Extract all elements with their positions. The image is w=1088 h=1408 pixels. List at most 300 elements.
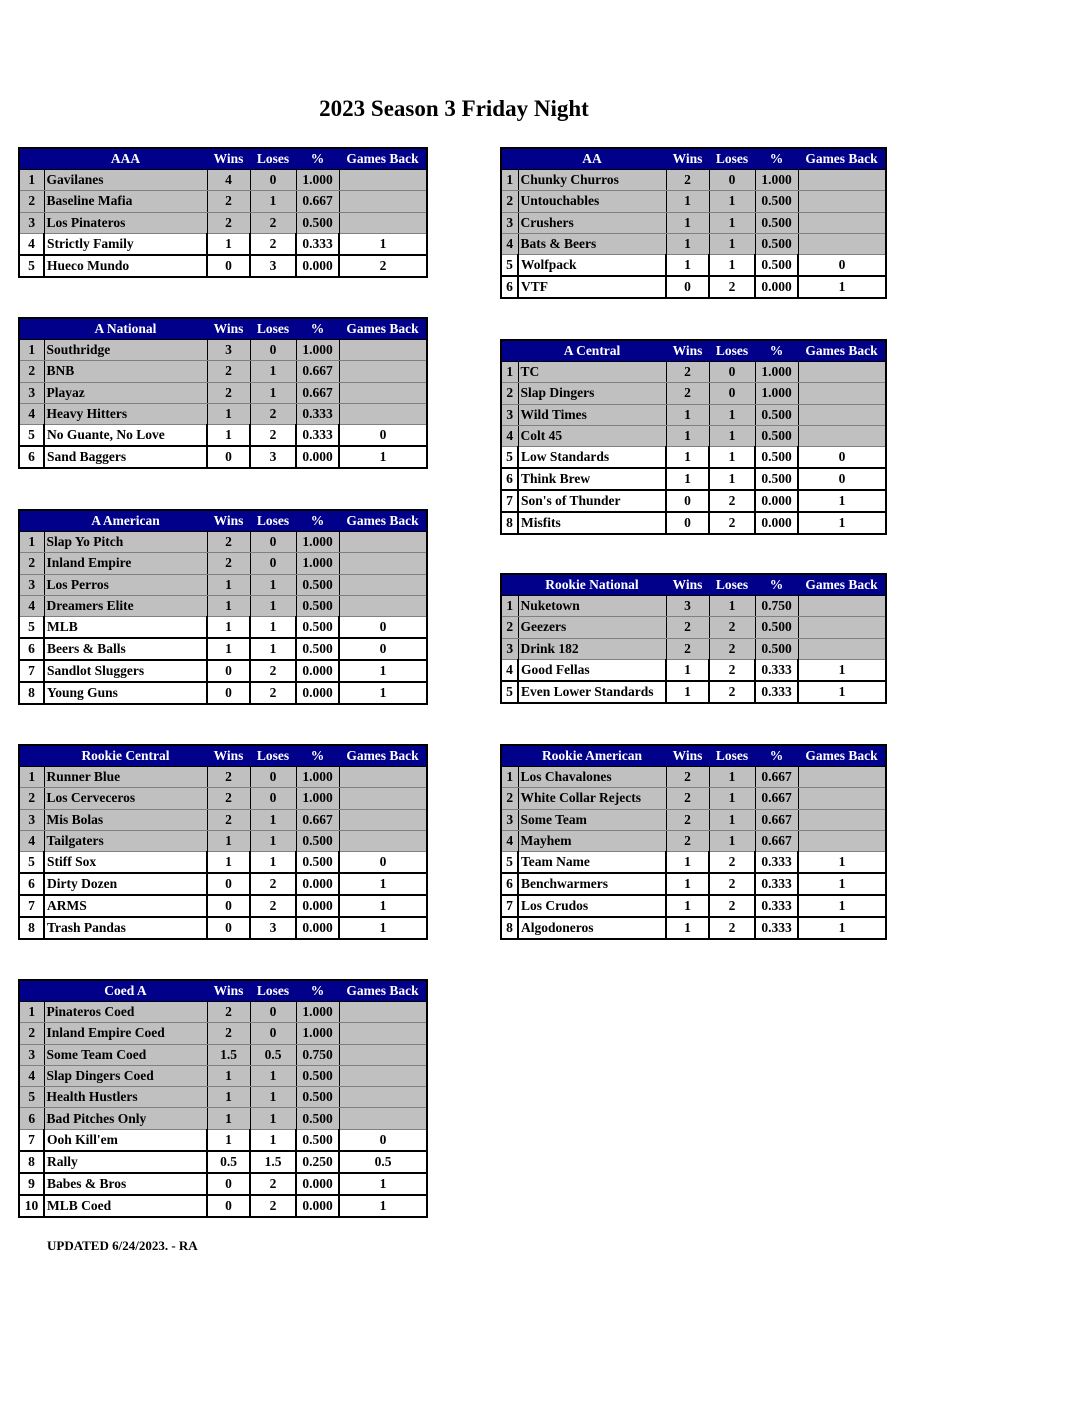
- team-cell: Misfits: [518, 512, 666, 534]
- header-row: [19, 148, 427, 170]
- loses-cell: 1: [250, 382, 296, 403]
- team-cell: Babes & Bros: [44, 1173, 207, 1195]
- games-back-cell: [339, 382, 427, 403]
- games-back-cell: [339, 1087, 427, 1108]
- loses-cell: 0: [709, 170, 755, 191]
- loses-cell: 1: [709, 255, 755, 277]
- team-cell: Gavilanes: [44, 170, 207, 191]
- games-back-cell: [798, 425, 886, 446]
- table-row: [19, 638, 427, 660]
- table-row: [19, 682, 427, 704]
- wins-cell: 1: [666, 191, 709, 212]
- table-row: [501, 852, 886, 874]
- table-row: [19, 1173, 427, 1195]
- rank-cell: 4: [19, 403, 44, 424]
- games-back-cell: 1: [339, 660, 427, 682]
- team-cell: MLB Coed: [44, 1195, 207, 1217]
- rank-cell: 5: [19, 852, 44, 874]
- pct-cell: 0.000: [296, 873, 339, 895]
- table-row: [501, 468, 886, 490]
- pct-cell: 0.333: [755, 659, 798, 681]
- column-header: Games Back: [339, 318, 427, 340]
- table-row: [19, 852, 427, 874]
- rank-cell: 1: [19, 340, 44, 361]
- wins-cell: 2: [666, 170, 709, 191]
- rank-cell: 4: [19, 830, 44, 851]
- pct-cell: 0.500: [296, 830, 339, 851]
- games-back-cell: 1: [798, 895, 886, 917]
- loses-cell: 2: [709, 617, 755, 638]
- games-back-cell: [339, 340, 427, 361]
- games-back-cell: [339, 403, 427, 424]
- column-header: Wins: [207, 148, 250, 170]
- games-back-cell: 0: [339, 1129, 427, 1151]
- rank-header: [19, 745, 44, 767]
- table-row: [501, 212, 886, 233]
- team-cell: White Collar Rejects: [518, 788, 666, 809]
- table-row: [19, 617, 427, 639]
- wins-cell: 0: [666, 512, 709, 534]
- pct-cell: 1.000: [296, 767, 339, 788]
- loses-cell: 2: [250, 233, 296, 255]
- rank-cell: 4: [19, 595, 44, 616]
- team-cell: Southridge: [44, 340, 207, 361]
- column-header: %: [296, 318, 339, 340]
- pct-cell: 0.667: [755, 788, 798, 809]
- table-row: [19, 830, 427, 851]
- rank-cell: 8: [19, 917, 44, 939]
- table-row: [501, 233, 886, 254]
- division-name: Coed A: [44, 980, 207, 1002]
- loses-cell: 2: [709, 873, 755, 895]
- pct-cell: 0.500: [755, 404, 798, 425]
- team-cell: Los Chavalones: [518, 767, 666, 788]
- games-back-cell: [339, 767, 427, 788]
- team-cell: Los Pinateros: [44, 212, 207, 233]
- games-back-cell: [339, 1023, 427, 1044]
- team-cell: TC: [518, 362, 666, 383]
- rank-cell: 5: [501, 681, 518, 703]
- pct-cell: 1.000: [755, 383, 798, 404]
- wins-cell: 0.5: [207, 1151, 250, 1173]
- wins-cell: 1: [207, 425, 250, 447]
- rank-cell: 5: [19, 425, 44, 447]
- wins-cell: 0: [207, 873, 250, 895]
- wins-cell: 0: [207, 255, 250, 277]
- team-cell: Some Team Coed: [44, 1044, 207, 1065]
- games-back-cell: [798, 788, 886, 809]
- header-row: [19, 318, 427, 340]
- games-back-cell: [339, 595, 427, 616]
- wins-cell: 1: [666, 659, 709, 681]
- wins-cell: 1: [666, 447, 709, 469]
- column-header: Loses: [250, 980, 296, 1002]
- team-cell: Trash Pandas: [44, 917, 207, 939]
- wins-cell: 1: [207, 638, 250, 660]
- table-row: [501, 447, 886, 469]
- loses-cell: 2: [709, 276, 755, 298]
- pct-cell: 0.500: [296, 638, 339, 660]
- header-row: [501, 148, 886, 170]
- team-cell: Young Guns: [44, 682, 207, 704]
- pct-cell: 0.333: [296, 425, 339, 447]
- games-back-cell: [339, 553, 427, 574]
- rank-header: [501, 745, 518, 767]
- pct-cell: 1.000: [296, 170, 339, 191]
- table-row: [19, 170, 427, 191]
- pct-cell: 0.500: [296, 1065, 339, 1086]
- rank-cell: 5: [501, 447, 518, 469]
- rank-cell: 5: [19, 617, 44, 639]
- wins-cell: 1: [666, 852, 709, 874]
- wins-cell: 1: [666, 404, 709, 425]
- pct-cell: 0.500: [755, 468, 798, 490]
- table-row: [501, 873, 886, 895]
- loses-cell: 3: [250, 917, 296, 939]
- team-cell: MLB: [44, 617, 207, 639]
- pct-cell: 1.000: [755, 362, 798, 383]
- games-back-cell: [339, 1002, 427, 1023]
- rank-header: [19, 148, 44, 170]
- loses-cell: 1: [250, 617, 296, 639]
- column-header: Wins: [207, 510, 250, 532]
- games-back-cell: [339, 1044, 427, 1065]
- loses-cell: 1: [709, 830, 755, 851]
- team-cell: Bats & Beers: [518, 233, 666, 254]
- wins-cell: 1: [666, 468, 709, 490]
- games-back-cell: 1: [339, 446, 427, 468]
- pct-cell: 0.333: [755, 873, 798, 895]
- games-back-cell: [798, 596, 886, 617]
- table-row: [501, 830, 886, 851]
- pct-cell: 0.333: [296, 403, 339, 424]
- table-row: [501, 425, 886, 446]
- team-cell: VTF: [518, 276, 666, 298]
- table-row: [19, 788, 427, 809]
- rank-cell: 6: [501, 873, 518, 895]
- games-back-cell: [798, 233, 886, 254]
- header-row: [501, 340, 886, 362]
- rank-cell: 8: [19, 1151, 44, 1173]
- games-back-cell: 1: [798, 852, 886, 874]
- loses-cell: 2: [709, 659, 755, 681]
- games-back-cell: 1: [798, 873, 886, 895]
- games-back-cell: [798, 638, 886, 659]
- games-back-cell: 1: [339, 1173, 427, 1195]
- pct-cell: 0.500: [296, 852, 339, 874]
- column-header: Loses: [709, 148, 755, 170]
- games-back-cell: 0: [339, 425, 427, 447]
- column-header: Wins: [207, 318, 250, 340]
- team-cell: Wolfpack: [518, 255, 666, 277]
- wins-cell: 1: [207, 574, 250, 595]
- table-row: [19, 382, 427, 403]
- games-back-cell: 0: [339, 617, 427, 639]
- wins-cell: 0: [207, 446, 250, 468]
- column-header: %: [296, 980, 339, 1002]
- pct-cell: 0.500: [755, 191, 798, 212]
- games-back-cell: [339, 191, 427, 212]
- standings-table-a-national: [18, 317, 428, 469]
- games-back-cell: 0: [339, 638, 427, 660]
- wins-cell: 2: [666, 383, 709, 404]
- team-cell: Untouchables: [518, 191, 666, 212]
- team-cell: Heavy Hitters: [44, 403, 207, 424]
- wins-cell: 1: [666, 895, 709, 917]
- pct-cell: 0.000: [296, 1195, 339, 1217]
- column-header: %: [755, 148, 798, 170]
- games-back-cell: [798, 362, 886, 383]
- rank-cell: 2: [19, 553, 44, 574]
- wins-cell: 2: [207, 382, 250, 403]
- table-row: [501, 512, 886, 534]
- wins-cell: 1: [207, 1065, 250, 1086]
- team-cell: Playaz: [44, 382, 207, 403]
- loses-cell: 1: [709, 404, 755, 425]
- games-back-cell: [339, 788, 427, 809]
- header-row: [19, 745, 427, 767]
- loses-cell: 1: [709, 425, 755, 446]
- wins-cell: 0: [207, 1173, 250, 1195]
- team-cell: Hueco Mundo: [44, 255, 207, 277]
- loses-cell: 2: [250, 212, 296, 233]
- loses-cell: 0: [709, 362, 755, 383]
- rank-cell: 5: [501, 852, 518, 874]
- table-row: [19, 1002, 427, 1023]
- loses-cell: 1: [709, 788, 755, 809]
- team-cell: Drink 182: [518, 638, 666, 659]
- rank-cell: 5: [19, 1087, 44, 1108]
- pct-cell: 0.000: [296, 446, 339, 468]
- table-row: [501, 596, 886, 617]
- pct-cell: 0.250: [296, 1151, 339, 1173]
- column-header: %: [296, 510, 339, 532]
- standings-table-a-american: [18, 509, 428, 705]
- pct-cell: 1.000: [296, 532, 339, 553]
- rank-cell: 1: [19, 767, 44, 788]
- pct-cell: 0.333: [755, 917, 798, 939]
- rank-cell: 3: [501, 638, 518, 659]
- table-row: [19, 574, 427, 595]
- rank-cell: 7: [19, 1129, 44, 1151]
- wins-cell: 3: [207, 340, 250, 361]
- division-name: Rookie American: [518, 745, 666, 767]
- pct-cell: 0.000: [755, 276, 798, 298]
- pct-cell: 0.000: [296, 255, 339, 277]
- team-cell: Some Team: [518, 809, 666, 830]
- loses-cell: 1: [709, 767, 755, 788]
- games-back-cell: 1: [798, 512, 886, 534]
- pct-cell: 0.500: [755, 447, 798, 469]
- loses-cell: 1: [709, 809, 755, 830]
- loses-cell: 1.5: [250, 1151, 296, 1173]
- rank-cell: 1: [19, 532, 44, 553]
- games-back-cell: 1: [339, 1195, 427, 1217]
- division-name: A Central: [518, 340, 666, 362]
- rank-cell: 4: [501, 233, 518, 254]
- table-row: [19, 532, 427, 553]
- games-back-cell: 1: [798, 917, 886, 939]
- table-row: [19, 340, 427, 361]
- wins-cell: 2: [666, 767, 709, 788]
- loses-cell: 0: [250, 788, 296, 809]
- team-cell: Stiff Sox: [44, 852, 207, 874]
- games-back-cell: 1: [798, 681, 886, 703]
- header-row: [501, 745, 886, 767]
- pct-cell: 0.000: [755, 512, 798, 534]
- wins-cell: 1: [666, 917, 709, 939]
- pct-cell: 0.750: [755, 596, 798, 617]
- pct-cell: 1.000: [296, 340, 339, 361]
- loses-cell: 1: [709, 596, 755, 617]
- column-header: %: [296, 148, 339, 170]
- games-back-cell: [798, 212, 886, 233]
- games-back-cell: 1: [339, 873, 427, 895]
- header-row: [501, 574, 886, 596]
- table-row: [501, 638, 886, 659]
- team-cell: Mis Bolas: [44, 809, 207, 830]
- rank-cell: 9: [19, 1173, 44, 1195]
- wins-cell: 1: [207, 595, 250, 616]
- wins-cell: 0: [207, 917, 250, 939]
- games-back-cell: [339, 809, 427, 830]
- team-cell: Pinateros Coed: [44, 1002, 207, 1023]
- table-row: [19, 212, 427, 233]
- wins-cell: 1: [666, 873, 709, 895]
- team-cell: Sand Baggers: [44, 446, 207, 468]
- table-row: [19, 1151, 427, 1173]
- table-row: [501, 404, 886, 425]
- wins-cell: 1: [666, 425, 709, 446]
- team-cell: Think Brew: [518, 468, 666, 490]
- table-row: [501, 681, 886, 703]
- games-back-cell: [339, 361, 427, 382]
- rank-cell: 1: [501, 170, 518, 191]
- games-back-cell: [339, 532, 427, 553]
- team-cell: Ooh Kill'em: [44, 1129, 207, 1151]
- loses-cell: 1: [250, 1065, 296, 1086]
- table-row: [19, 595, 427, 616]
- loses-cell: 1: [250, 1129, 296, 1151]
- rank-cell: 5: [19, 255, 44, 277]
- games-back-cell: 0.5: [339, 1151, 427, 1173]
- wins-cell: 1: [207, 1129, 250, 1151]
- rank-cell: 6: [19, 873, 44, 895]
- rank-cell: 2: [19, 361, 44, 382]
- wins-cell: 1: [666, 255, 709, 277]
- rank-cell: 10: [19, 1195, 44, 1217]
- loses-cell: 1: [709, 468, 755, 490]
- rank-cell: 4: [501, 425, 518, 446]
- team-cell: Tailgaters: [44, 830, 207, 851]
- column-header: Games Back: [798, 148, 886, 170]
- table-row: [19, 1087, 427, 1108]
- team-cell: Even Lower Standards: [518, 681, 666, 703]
- pct-cell: 0.500: [296, 1108, 339, 1129]
- pct-cell: 0.667: [755, 809, 798, 830]
- pct-cell: 1.000: [296, 1023, 339, 1044]
- loses-cell: 1: [709, 447, 755, 469]
- games-back-cell: [798, 830, 886, 851]
- team-cell: Los Cerveceros: [44, 788, 207, 809]
- pct-cell: 0.000: [296, 895, 339, 917]
- games-back-cell: 1: [798, 659, 886, 681]
- division-name: Rookie National: [518, 574, 666, 596]
- loses-cell: 1: [250, 1087, 296, 1108]
- wins-cell: 2: [207, 809, 250, 830]
- table-row: [19, 1108, 427, 1129]
- column-header: Games Back: [339, 980, 427, 1002]
- table-row: [19, 1129, 427, 1151]
- wins-cell: 2: [666, 617, 709, 638]
- team-cell: Dreamers Elite: [44, 595, 207, 616]
- division-name: A National: [44, 318, 207, 340]
- rank-cell: 2: [501, 383, 518, 404]
- column-header: Wins: [666, 340, 709, 362]
- team-cell: Slap Dingers: [518, 383, 666, 404]
- rank-header: [19, 318, 44, 340]
- standings-table-aa: [500, 147, 887, 299]
- table-row: [19, 1044, 427, 1065]
- wins-cell: 2: [207, 191, 250, 212]
- loses-cell: 2: [709, 638, 755, 659]
- wins-cell: 0: [666, 490, 709, 512]
- rank-cell: 1: [19, 1002, 44, 1023]
- loses-cell: 0.5: [250, 1044, 296, 1065]
- table-row: [19, 767, 427, 788]
- rank-cell: 2: [19, 191, 44, 212]
- table-row: [501, 383, 886, 404]
- column-header: Wins: [666, 574, 709, 596]
- rank-cell: 2: [501, 788, 518, 809]
- column-header: Loses: [709, 340, 755, 362]
- wins-cell: 1: [207, 830, 250, 851]
- column-header: %: [296, 745, 339, 767]
- table-row: [501, 895, 886, 917]
- loses-cell: 0: [250, 340, 296, 361]
- column-header: %: [755, 745, 798, 767]
- loses-cell: 3: [250, 255, 296, 277]
- loses-cell: 0: [250, 1023, 296, 1044]
- games-back-cell: [339, 830, 427, 851]
- rank-cell: 2: [19, 788, 44, 809]
- games-back-cell: [798, 170, 886, 191]
- wins-cell: 2: [207, 767, 250, 788]
- games-back-cell: 1: [339, 895, 427, 917]
- games-back-cell: 1: [798, 276, 886, 298]
- pct-cell: 0.750: [296, 1044, 339, 1065]
- loses-cell: 0: [250, 170, 296, 191]
- loses-cell: 1: [250, 852, 296, 874]
- wins-cell: 2: [207, 212, 250, 233]
- rank-cell: 3: [19, 1044, 44, 1065]
- table-row: [19, 425, 427, 447]
- loses-cell: 1: [250, 191, 296, 212]
- standings-table-aaa: [18, 147, 428, 278]
- column-header: Loses: [250, 745, 296, 767]
- team-cell: Chunky Churros: [518, 170, 666, 191]
- wins-cell: 1: [207, 403, 250, 424]
- loses-cell: 2: [250, 895, 296, 917]
- column-header: Games Back: [798, 745, 886, 767]
- column-header: %: [755, 340, 798, 362]
- loses-cell: 2: [709, 681, 755, 703]
- pct-cell: 1.000: [755, 170, 798, 191]
- table-row: [19, 917, 427, 939]
- team-cell: Beers & Balls: [44, 638, 207, 660]
- loses-cell: 2: [250, 425, 296, 447]
- team-cell: No Guante, No Love: [44, 425, 207, 447]
